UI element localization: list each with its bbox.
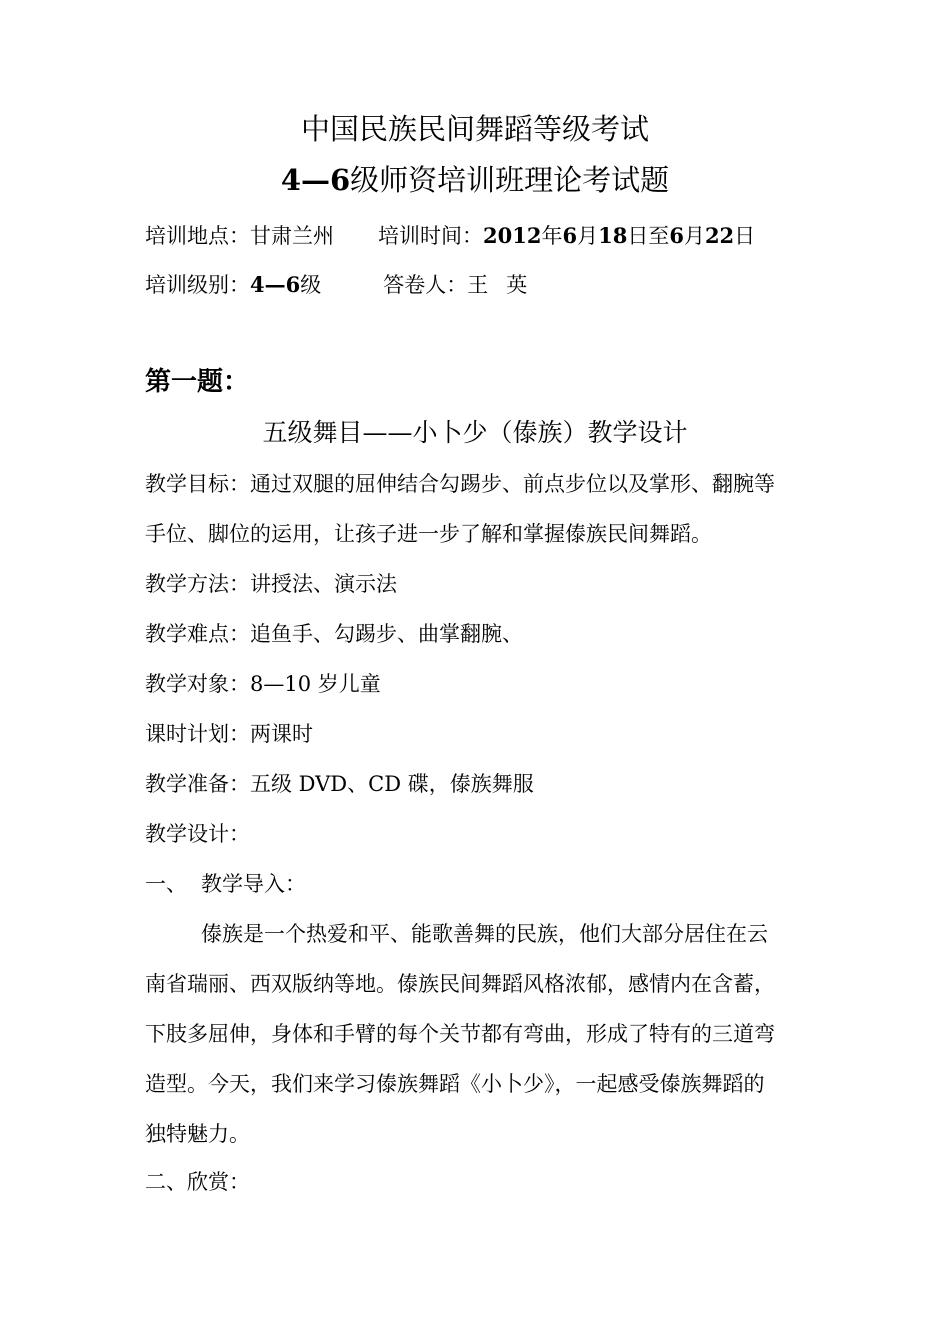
document-title — [0, 112, 950, 146]
level-value: 4—6 — [250, 272, 301, 297]
intro-paragraph-line-3: 下肢多屈伸，身体和手臂的每个关节都有弯曲，形成了特有的三道弯 — [145, 1022, 775, 1046]
answerer-given-name: 英 — [506, 273, 528, 297]
intro-paragraph-line-2: 南省瑞丽、西双版纳等地。傣族民间舞蹈风格浓郁，感情内在含蓄， — [145, 972, 775, 996]
intro-heading-text: 教学导入： — [201, 872, 306, 896]
method-line: 教学方法：讲授法、演示法 — [145, 572, 397, 596]
design-line: 教学设计： — [145, 822, 250, 846]
time-year-unit: 年 — [541, 224, 563, 248]
goal-line-1: 教学目标：通过双腿的屈伸结合勾踢步、前点步位以及掌形、翻腕等 — [145, 472, 775, 496]
intro-heading — [145, 869, 306, 899]
level-unit: 级 — [300, 273, 322, 297]
answerer-label: 答卷人： — [383, 273, 468, 297]
time-day-end: 22 — [704, 223, 735, 248]
training-info-line — [145, 221, 755, 251]
place-label: 培训地点： — [145, 224, 250, 248]
time-month-end: 6 — [669, 223, 684, 248]
title-line-2: 级师资培训班理论考试题 — [350, 163, 670, 197]
intro-heading-number: 一、 — [145, 872, 187, 896]
answerer-surname: 王 — [467, 273, 489, 297]
target-line: 教学对象：8—10 岁儿童 — [145, 672, 381, 696]
level-label: 培训级别： — [145, 273, 250, 297]
prep-line: 教学准备：五级 DVD、CD 碟，傣族舞服 — [145, 772, 534, 796]
plan-line: 课时计划：两课时 — [145, 722, 313, 746]
document-subtitle — [0, 163, 950, 197]
goal-line-2: 手位、脚位的运用，让孩子进一步了解和掌握傣族民间舞蹈。 — [145, 522, 712, 546]
place-value: 甘肃兰州 — [250, 224, 334, 248]
time-label: 培训时间： — [378, 224, 483, 248]
title-line-1: 中国民族民间舞蹈等级考试 — [300, 112, 649, 146]
intro-paragraph-line-4: 造型。今天，我们来学习傣族舞蹈《小卜少》，一起感受傣族舞蹈的 — [145, 1072, 765, 1096]
question-1-heading: 第一题： — [145, 367, 250, 397]
time-month-unit-end: 月 — [683, 224, 705, 248]
title-level-range: 4—6 — [280, 163, 351, 197]
time-year: 2012 — [483, 223, 542, 248]
time-day-start: 18 — [598, 223, 628, 248]
time-day-unit-end: 日 — [734, 224, 756, 248]
time-month-unit: 月 — [577, 224, 599, 248]
appreciate-heading: 二、欣赏： — [145, 1170, 250, 1194]
intro-paragraph-line-5: 独特魅力。 — [145, 1122, 250, 1146]
lesson-title: 五级舞目——小卜少（傣族）教学设计 — [262, 418, 688, 447]
level-info-line — [145, 270, 527, 300]
difficulty-line: 教学难点：追鱼手、勾踢步、曲掌翻腕、 — [145, 622, 523, 646]
intro-paragraph-line-1: 傣族是一个热爱和平、能歌善舞的民族，他们大部分居住在云 — [201, 922, 768, 946]
time-month-start: 6 — [562, 223, 578, 248]
time-day-unit: 日至 — [627, 224, 670, 248]
